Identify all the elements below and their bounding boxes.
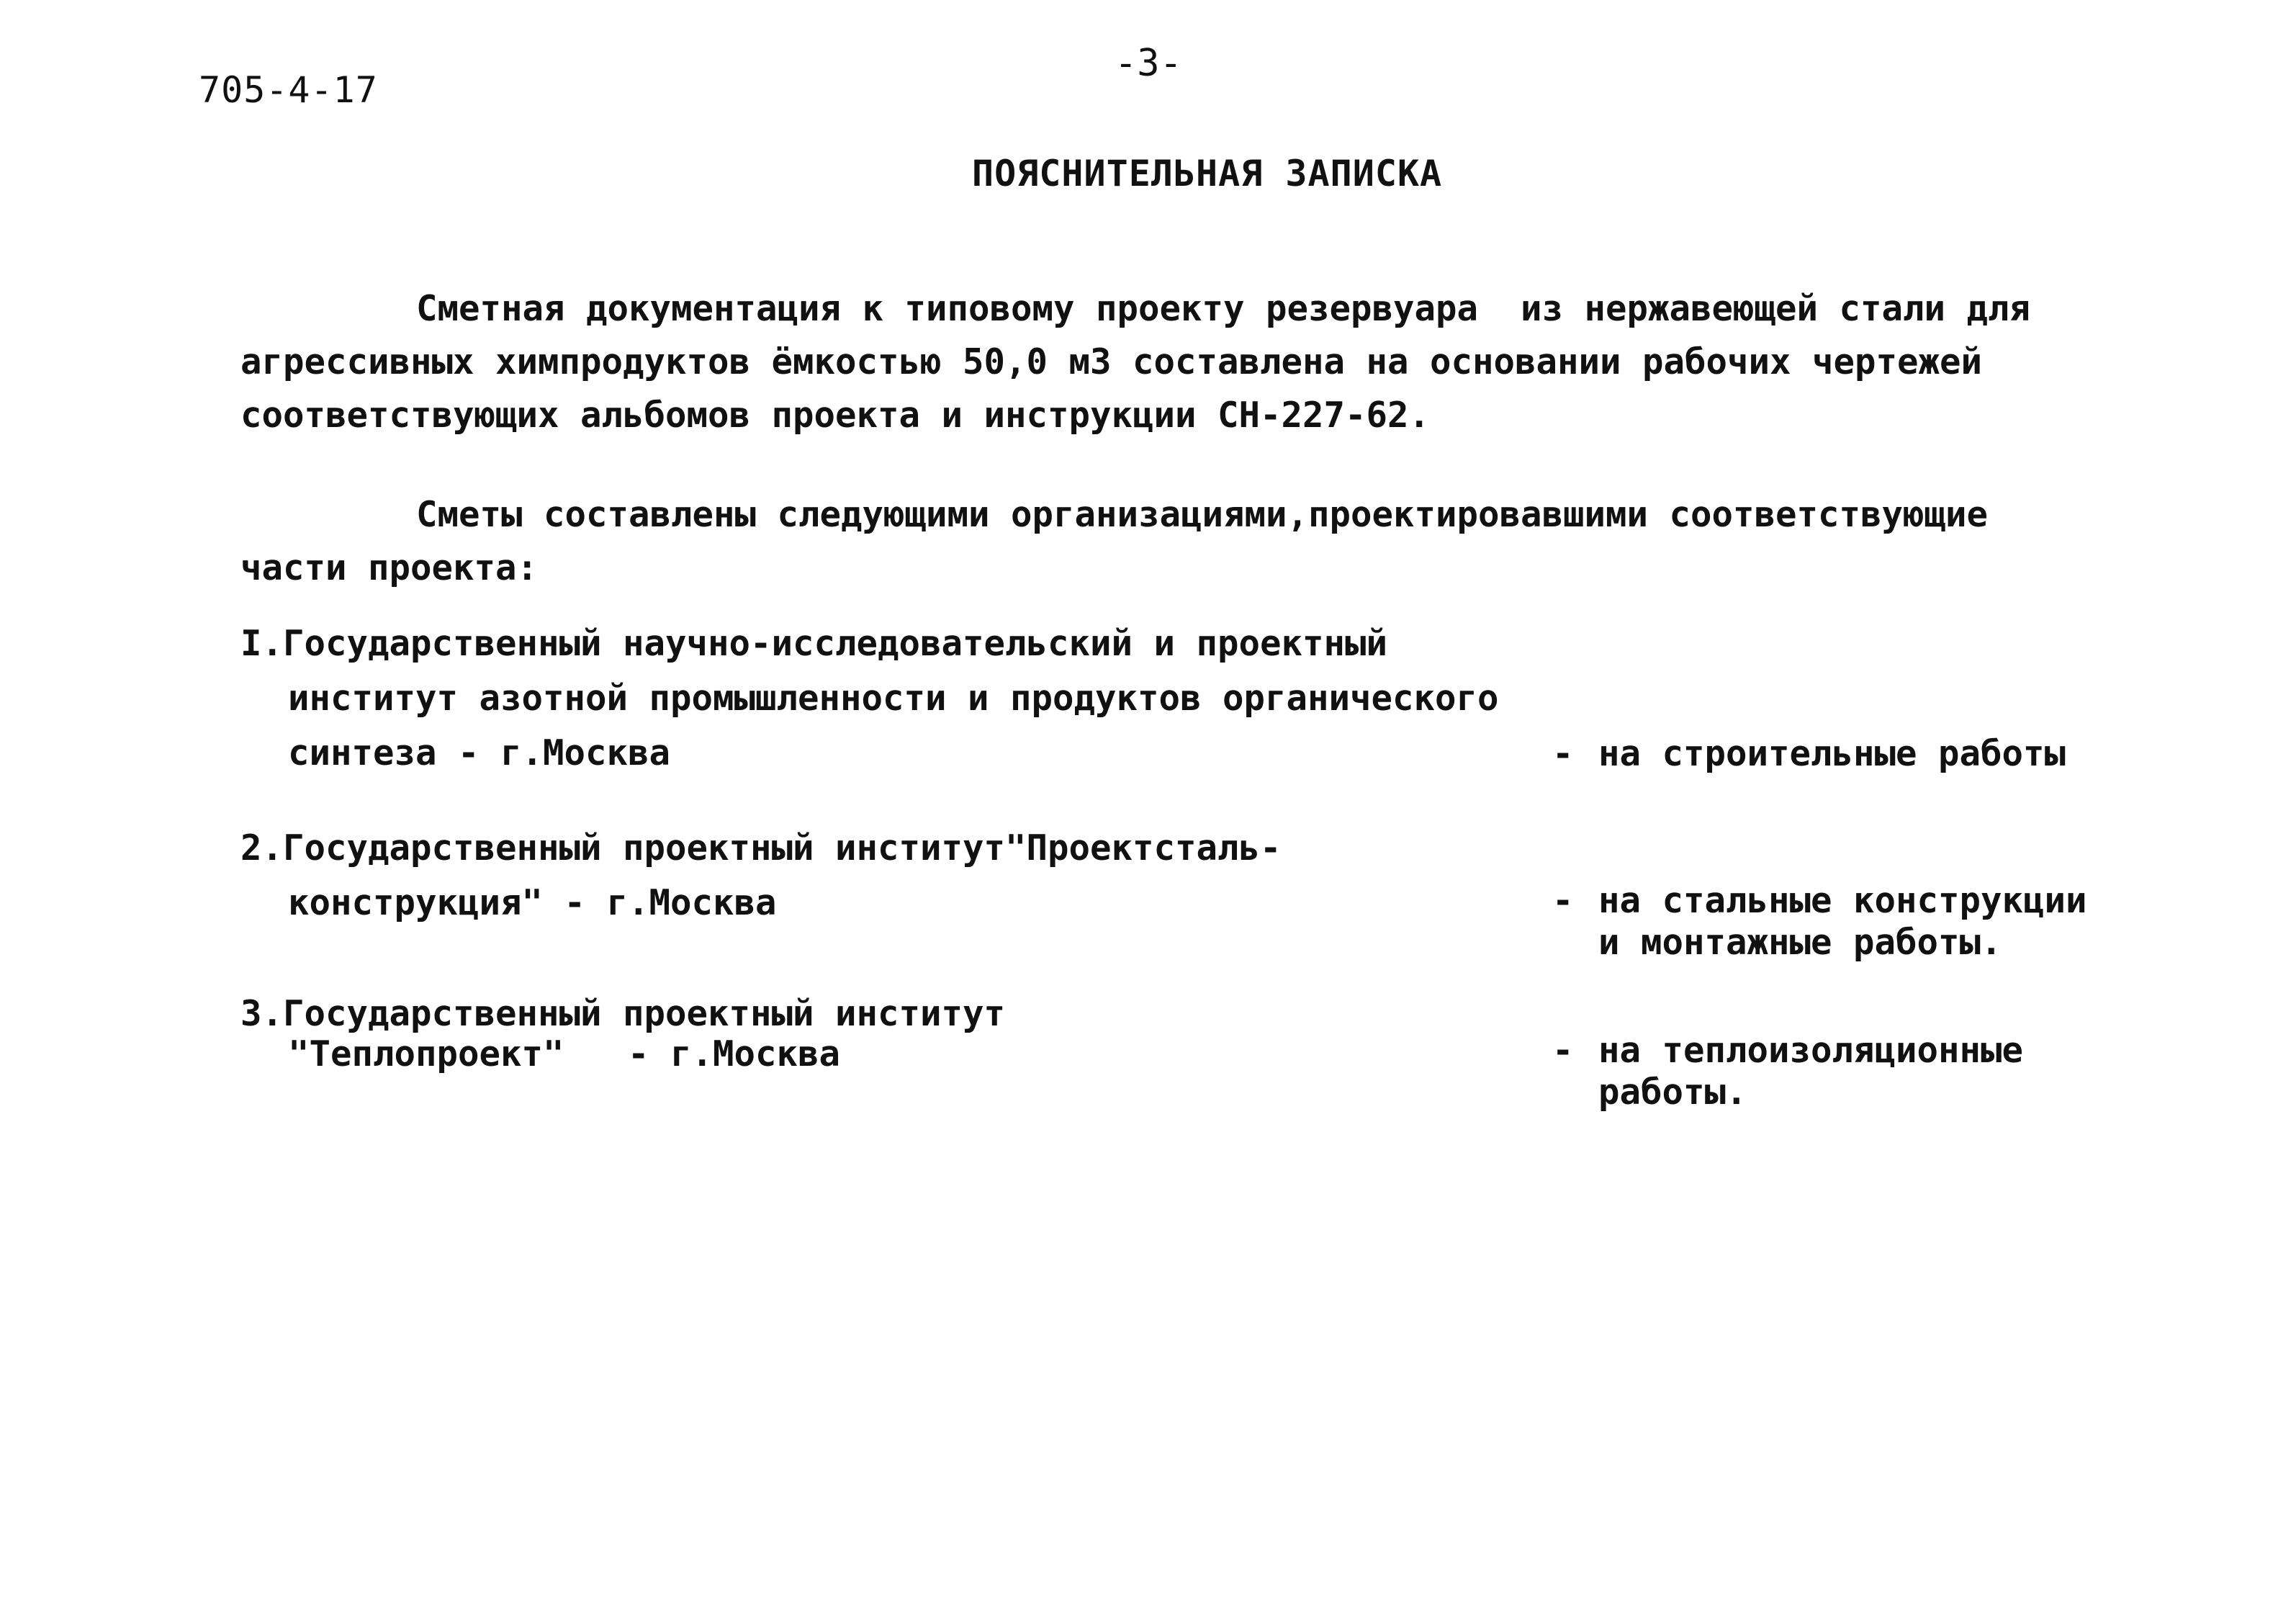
work-line: работы. xyxy=(1598,1072,1747,1113)
organization-work-3: - на теплоизоляционные работы. xyxy=(1552,1030,2024,1113)
organization-line: "Теплопроект" - г.Москва xyxy=(288,1033,841,1074)
work-line: на строительные работы xyxy=(1598,733,2066,774)
organization-item-2 xyxy=(240,821,1282,930)
work-line: на стальные конструкции xyxy=(1598,880,2087,921)
paragraph-line: Сметная документация к типовому проекту резервуара из нержавеющей стали для xyxy=(416,288,2031,329)
organization-line: 3.Государственный проектный институт xyxy=(240,993,1006,1034)
organization-line: I.Государственный научно-исследовательский и проектный xyxy=(240,623,1388,664)
organization-work-1: - на строительные работы xyxy=(1552,733,2066,774)
paragraph-organizations-intro xyxy=(240,488,2112,595)
paragraph-line: Сметы составлены следующими организациями,проектировавшими соответствующие xyxy=(416,494,1989,535)
paragraph-line: части проекта: xyxy=(240,547,539,588)
work-line: и монтажные работы. xyxy=(1598,922,2002,963)
organization-work-2: - на стальные конструкции и монтажные работы. xyxy=(1552,880,2087,963)
organization-line: 2.Государственный проектный институт"Проектсталь- xyxy=(240,827,1282,868)
organization-line: синтеза - г.Москва xyxy=(288,732,671,773)
page-number: -3- xyxy=(1115,42,1182,85)
organization-line: институт азотной промышленности и продуктов органического xyxy=(288,678,1499,719)
document-code: 705-4-17 xyxy=(199,69,378,111)
paragraph-estimate-basis xyxy=(240,282,2112,442)
paragraph-line: соответствующих альбомов проекта и инструкции СН-227-62. xyxy=(240,395,1431,436)
work-line: на теплоизоляционные xyxy=(1598,1030,2024,1071)
organization-item-1 xyxy=(240,616,1499,781)
paragraph-line: агрессивных химпродуктов ёмкостью 50,0 м3 составлена на основании рабочих чертежей xyxy=(240,341,1983,382)
organization-item-3 xyxy=(240,994,1005,1074)
document-title: ПОЯСНИТЕЛЬНАЯ ЗАПИСКА xyxy=(972,153,1443,194)
organization-line: конструкция" - г.Москва xyxy=(288,882,777,923)
